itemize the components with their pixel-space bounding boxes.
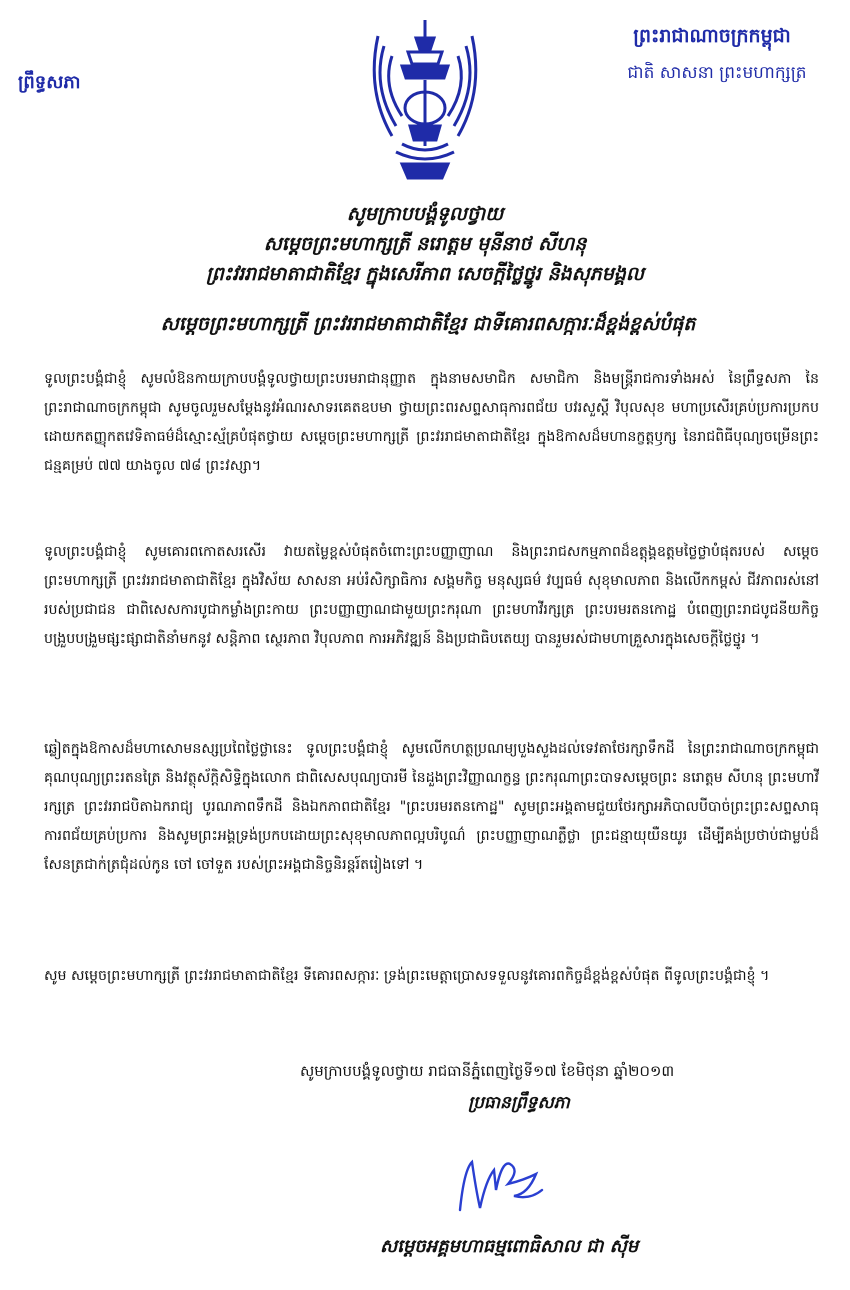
body-paragraph-3: ឆ្លៀតក្នុងឱកាសដ៏មហាសោមនស្សប្រពៃថ្លៃថ្លានេះ ទូលព្រះបង្គំជាខ្ញុំ សូមលើកហត្ថប្រណម្យបួងសួងដល់ទេវតាថែរក្សាទឹកដី នៃព្រះរាជាណាចក្រកម្ពុជា គុណបុណ្យព្រះរតនត្រៃ និងវត្ថុស័ក្តិសិទ្ធិក្នុងលោក ជាពិសេសបុណ្យបារមី នៃដួងព្រះវិញ្ញាណក្ខន្ធ ព្រះករុណាព្រះបាទសម្តេចព្រះ នរោត្តម សីហនុ ព្រះមហាវីរក្សត្រ ព្រះវររាជបិតាឯករាជ្យ បូរណភាពទឹកដី និងឯកភាពជាតិខ្មែរ "ព្រះបរមរតនកោដ្ឋ" សូមព្រះអង្គតាមជួយថែរក្សាអភិបាលបីបាច់ព្រះព្រះសព្ទសាធុការពជ័យគ្រប់ប្រការ និងសូមព្រះអង្គទ្រង់ប្រកបដោយព្រះសុខុមាលភាពល្អបរិបូណ៌ ព្រះបញ្ញាញាណភ្លឺថ្លា ព្រះជន្មាយុយឺនយូរ ដើម្បីគង់ប្រថាប់ជាម្លប់ដ៏សែនត្រជាក់ត្រជុំដល់កូន ចៅ ចៅទួត របស់ព្រះអង្គជានិច្ចនិរន្តរ៍តរៀងទៅ ។ — [44, 741, 819, 873]
heading-greeting: សូមក្រាបបង្គំទូលថ្វាយ — [346, 203, 504, 225]
heading-blessing: ព្រះវររាជមាតាជាតិខ្មែរ ក្នុងសេរីភាព សេចក្តីថ្លៃថ្នូរ និងសុភមង្គល — [206, 263, 644, 285]
royal-emblem-icon — [372, 16, 478, 186]
body-paragraph-4: សូម សម្តេចព្រះមហាក្សត្រី ព្រះវររាជមាតាជាតិខ្មែរ ទីគោរពសក្ការៈ ទ្រង់ព្រះមេត្តាប្រោសទទួលនូវគោរពកិច្ចដ៏ខ្ពង់ខ្ពស់បំផុត ពីទូលព្រះបង្គំជាខ្ញុំ ។ — [44, 968, 770, 984]
signature-icon — [450, 1150, 550, 1220]
institution-name: ព្រឹទ្ធសភា — [18, 72, 81, 93]
national-motto: ជាតិ សាសនា ព្រះមហាក្សត្រ — [627, 63, 807, 83]
signer-title: ប្រធានព្រឹទ្ធសភា — [468, 1093, 570, 1113]
body-paragraph-2: ទូលព្រះបង្គំជាខ្ញុំ សូមគោរពកោតសរសើរ វាយតម្លៃខ្ពស់បំផុតចំពោះព្រះបញ្ញាញាណ និងព្រះរាជសកម្មភាពដ៏ឧត្តុង្គឧត្តមថ្លៃថ្លាបំផុតរបស់ សម្តេចព្រះមហាក្សត្រី ព្រះវររាជមាតាជាតិខ្មែរ ក្នុងវិស័យ សាសនា អប់រំសិក្សាធិការ សង្គមកិច្ច មនុស្សធម៌ វប្បធម៌ សុខុមាលភាព និងលើកកម្ពស់ ជីវភាពរស់នៅរបស់ប្រជាជន ជាពិសេសការបូជាកម្លាំងព្រះកាយ ព្រះបញ្ញាញាណជាមួយព្រះករុណា ព្រះមហាវីរក្សត្រ ព្រះបរមរតនកោដ្ឋ បំពេញព្រះរាជបូជនីយកិច្ចបង្រួបបង្រួមផ្សះផ្សាជាតិនាំមកនូវ សន្តិភាព ស្ថេរភាព វិបុលភាព ការអភិវឌ្ឍន៍ និងប្រជាធិបតេយ្យ បានរួមរស់ជាមហាគ្រួសារក្នុងសេចក្តីថ្លៃថ្នូរ ។ — [44, 544, 819, 647]
kingdom-title: ព្រះរាជាណាចក្រកម្ពុជា — [633, 25, 791, 47]
signer-name: សម្តេចអគ្គមហាធម្មពោធិសាល ជា ស៊ីម — [380, 1236, 639, 1257]
closing-date-line: សូមក្រាបបង្គំទូលថ្វាយ រាជធានីភ្នំពេញថ្ងៃទី១៧ ខែមិថុនា ឆ្នាំ២០១៣ — [300, 1062, 675, 1080]
heading-addressee: សម្តេចព្រះមហាក្សត្រី នរោត្តម មុនីនាថ សីហនុ — [263, 233, 587, 255]
heading-salutation: សម្តេចព្រះមហាក្សត្រី ព្រះវររាជមាតាជាតិខ្មែរ ជាទីគោរពសក្ការៈដ៏ខ្ពង់ខ្ពស់បំផុត — [160, 313, 696, 335]
body-paragraph-1: ទូលព្រះបង្គំជាខ្ញុំ សូមលំឱនកាយក្រាបបង្គំទូលថ្វាយព្រះបរមរាជានុញ្ញាត ក្នុងនាមសមាជិក សមាជិកា និងមន្ត្រីរាជការទាំងអស់ នៃព្រឹទ្ធសភា នៃព្រះរាជាណាចក្រកម្ពុជា សូមចូលរួមសម្តែងនូវអំណរសាទរគេតឧបមា ថ្វាយព្រះពរសព្ទសាធុការពជ័យ បវរសួស្តី វិបុលសុខ មហាប្រសើរគ្រប់ប្រការប្រកបដោយកតញ្ញុកតវេទិតាធម៌ដ៏ស្មោះស្ម័គ្របំផុតថ្វាយ សម្តេចព្រះមហាក្សត្រី ព្រះវររាជមាតាជាតិខ្មែរ ក្នុងឱកាសដ៏មហានក្ខត្តឫក្ស នៃរាជពិធីបុណ្យចម្រើនព្រះជន្មគម្រប់ ៧៧ យាងចូល ៧៨ ព្រះវស្សា។ — [44, 371, 819, 474]
